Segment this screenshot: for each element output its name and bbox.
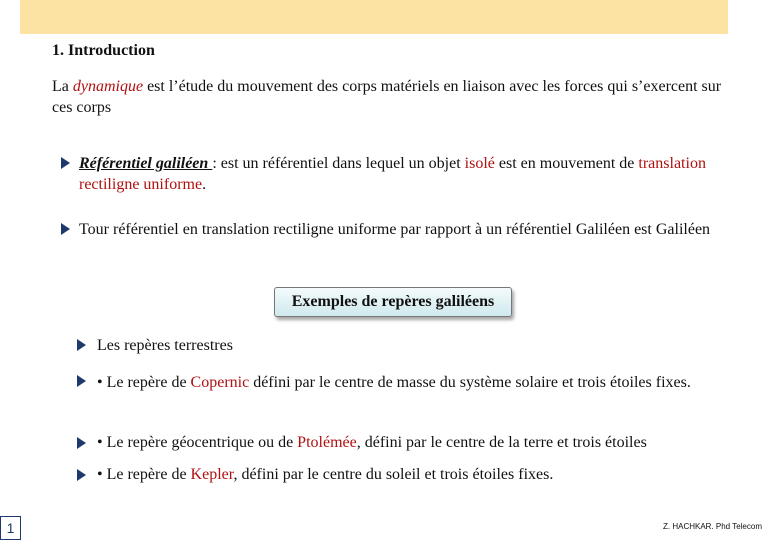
section-heading: 1. Introduction: [52, 42, 155, 59]
bullet-arrow-icon: [61, 157, 70, 169]
bullet1-text: : est un référentiel dans lequel un objet: [212, 155, 465, 172]
copernic-prefix: • Le repère de: [97, 374, 191, 391]
header-band: [20, 0, 728, 34]
bullet-arrow-icon: [77, 339, 86, 351]
ptolemee-suffix: , défini par le centre de la terre et trois étoiles: [356, 434, 647, 451]
bullet-arrow-icon: [77, 469, 86, 481]
example-terrestres: Les repères terrestres: [97, 337, 233, 354]
bullet-referentiel-galileen: [79, 153, 729, 195]
bullet1-end: .: [202, 176, 207, 193]
intro-text-rest: est l’étude du mouvement des corps matériels en liaison avec les forces qui s’exercent sur ces corps: [52, 78, 722, 116]
kepler-name: Kepler: [190, 466, 234, 483]
translation-emphasis: translation rectiligne uniforme: [79, 155, 706, 193]
example-kepler: [97, 464, 737, 485]
dynamique-term: dynamique: [72, 78, 144, 95]
example-ptolemee: [97, 432, 737, 453]
copernic-suffix: défini par le centre de masse du système solaire et trois étoiles fixes.: [249, 374, 691, 391]
intro-text-start: La: [52, 78, 73, 95]
ptolemee-name: Ptolémée: [297, 434, 357, 451]
isole-word: isolé: [464, 155, 495, 172]
intro-paragraph: [52, 76, 722, 118]
bullet-tour-referentiel: Tour référentiel en translation rectiligne uniforme par rapport à un référentiel Galiléen est Galiléen: [79, 221, 711, 238]
ptolemee-prefix: • Le repère géocentrique ou de: [97, 434, 298, 451]
kepler-prefix: • Le repère de: [97, 466, 191, 483]
bullet-arrow-icon: [77, 375, 86, 387]
examples-box: Exemples de repères galiléens: [274, 287, 512, 317]
bullet1-text-2: est en mouvement de: [494, 155, 639, 172]
bullet-arrow-icon: [61, 223, 70, 235]
page-number: 1: [0, 516, 21, 540]
copernic-name: Copernic: [190, 374, 250, 391]
example-copernic: [97, 367, 737, 399]
bullet-arrow-icon: [77, 437, 86, 449]
kepler-suffix: , défini par le centre du soleil et trois étoiles fixes.: [233, 466, 554, 483]
referentiel-term: Référentiel galiléen: [79, 155, 213, 172]
footer-author: Z. HACHKAR. Phd Telecom: [663, 522, 762, 531]
